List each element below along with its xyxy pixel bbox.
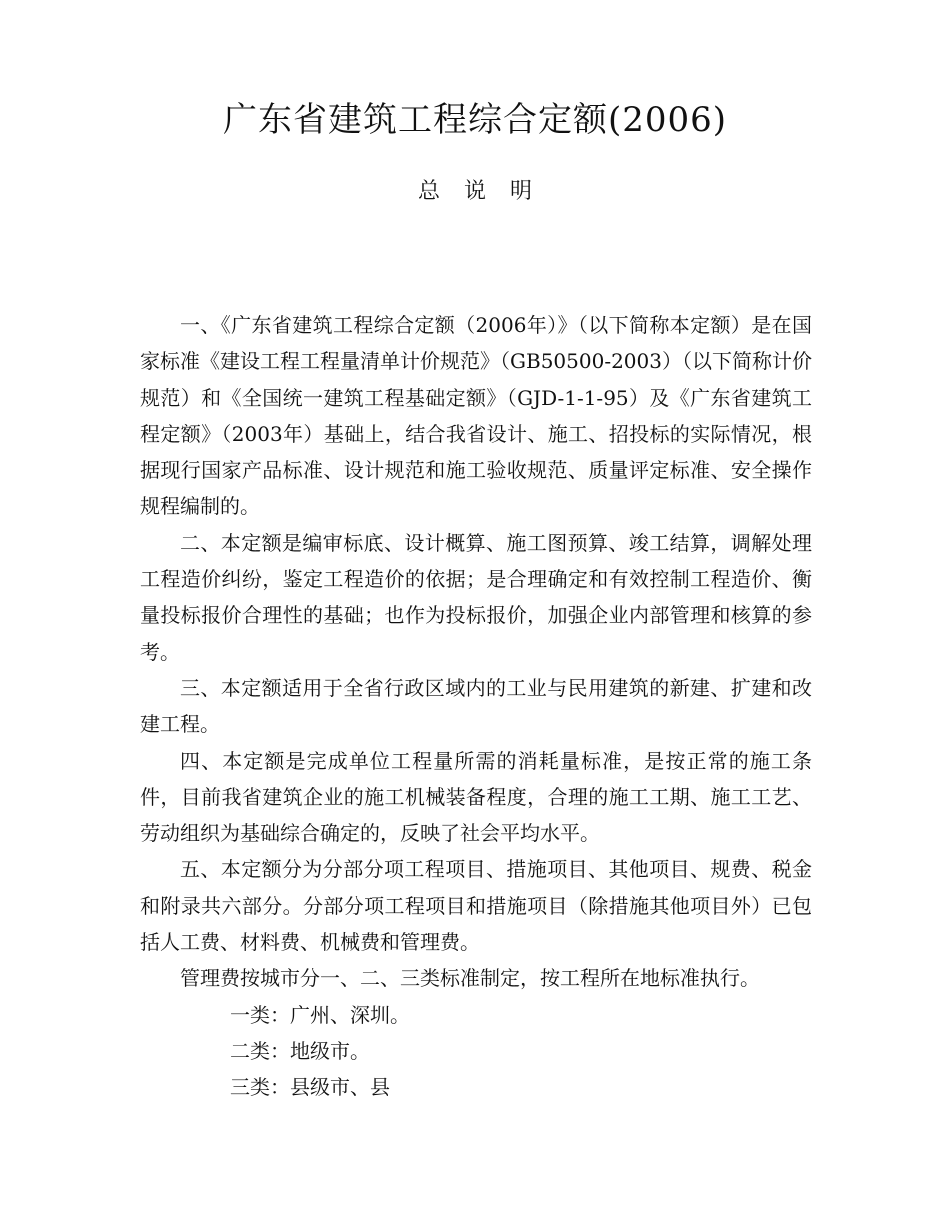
paragraph-4: 四、本定额是完成单位工程量所需的消耗量标准，是按正常的施工条件，目前我省建筑企业的施工机械装备程度，合理的施工工期、施工工艺、劳动组织为基础综合确定的，反映了社会平均水平。 [140,748,812,846]
city-class-item-1: 一类：广州、深圳。 [230,1002,410,1027]
document-title: 广东省建筑工程综合定额(2006) [222,100,728,140]
paragraph-1: 一、《广东省建筑工程综合定额（2006年）》（以下简称本定额）是在国家标准《建设工程工程量清单计价规范》（GB50500-2003）（以下简称计价规范）和《全国统一建筑工程基础定额》（GJD-1-1-95）及《广东省建筑工程定额》（2003年）基础上，结合我省设计、施工、招投标的实际情况，根据现行国家产品标准、设计规范和施工验收规范、质量评定标准、安全操作规程编制的。 [140,313,812,519]
city-class-item-3: 三类：县级市、县 [230,1075,390,1100]
city-class-list [140,997,812,1106]
paragraph-3: 三、本定额适用于全省行政区域内的工业与民用建筑的新建、扩建和改建工程。 [140,675,812,737]
paragraph-2: 二、本定额是编审标底、设计概算、施工图预算、竣工结算，调解处理工程造价纠纷，鉴定工程造价的依据；是合理确定和有效控制工程造价、衡量投标报价合理性的基础；也作为投标报价，加强企业内部管理和核算的参考。 [140,530,812,664]
paragraph-management-fee: 管理费按城市分一、二、三类标准制定，按工程所在地标准执行。 [180,966,760,991]
document-subtitle: 总说明 [417,179,556,204]
document-body [140,307,812,1106]
city-class-item-2: 二类：地级市。 [230,1038,370,1063]
paragraph-5: 五、本定额分为分部分项工程项目、措施项目、其他项目、规费、税金和附录共六部分。分部分项工程项目和措施项目（除措施其他项目外）已包括人工费、材料费、机械费和管理费。 [140,857,812,955]
